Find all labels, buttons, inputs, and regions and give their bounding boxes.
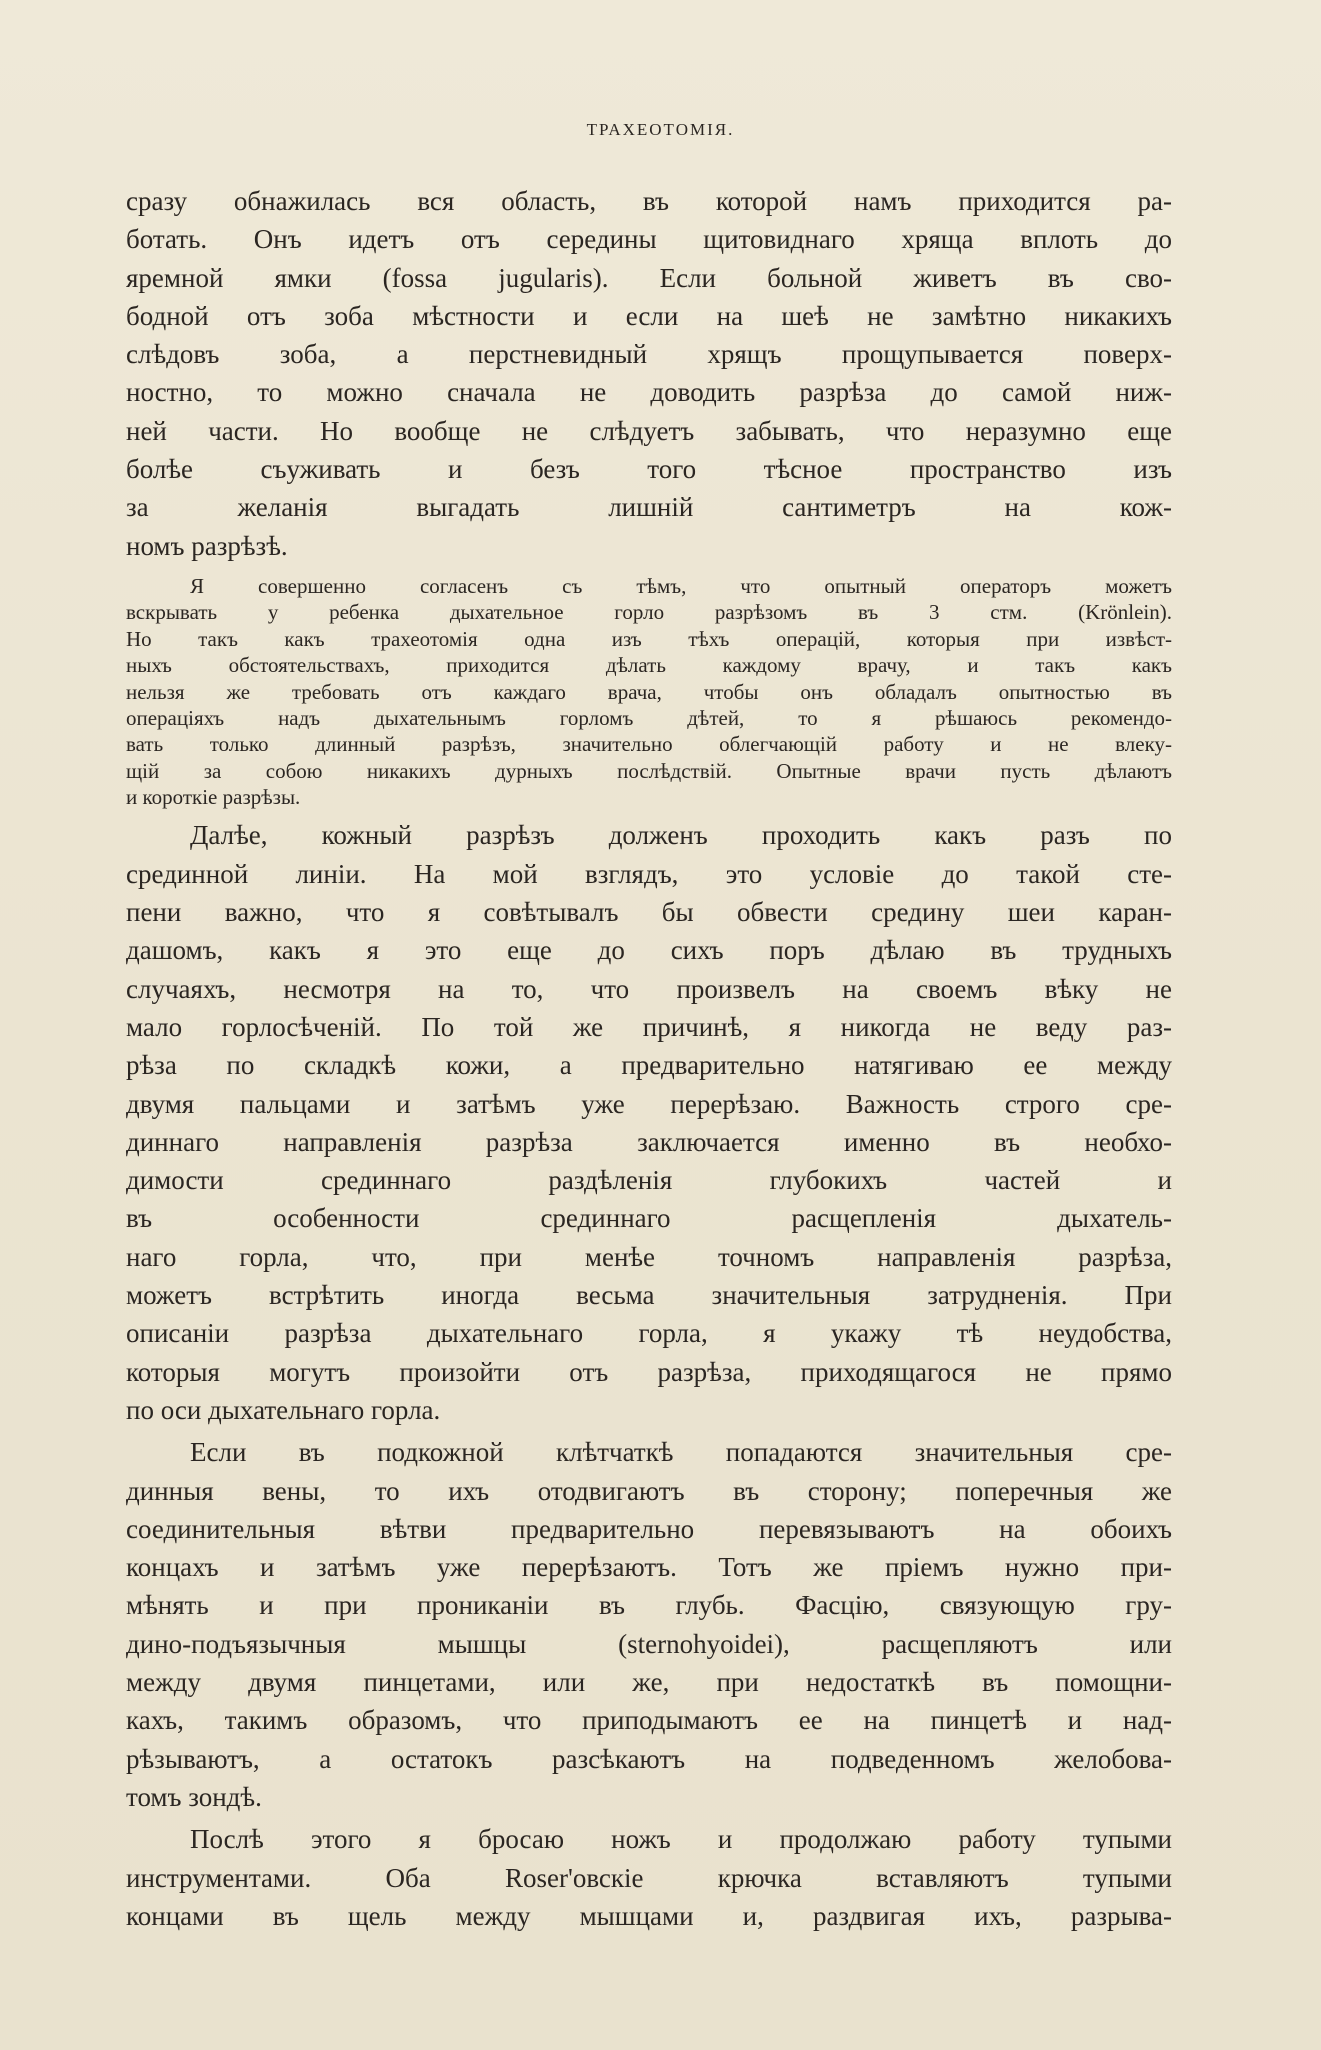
text-line: ней части. Но вообще не слѣдуетъ забывать, что неразумно еще [126,415,1172,446]
note-line: операціяхъ надъ дыхательнымъ горломъ дѣтей, то я рѣшаюсь рекомендо- [126,705,1172,730]
text-line: динныя вены, то ихъ отодвигаютъ въ сторону; поперечныя же [126,1475,1172,1506]
text-line: диннаго направленія разрѣза заключается именно въ необхо- [126,1126,1172,1157]
text-line: дашомъ, какъ я это еще до сихъ поръ дѣлаю въ трудныхъ [126,935,1172,966]
text-line: концахъ и затѣмъ уже перерѣзаютъ. Тотъ же пріемъ нужно при- [126,1552,1172,1583]
text-line: Послѣ этого я бросаю ножъ и продолжаю работу тупыми [190,1824,1172,1855]
text-line: бодной отъ зоба мѣстности и если на шеѣ не замѣтно никакихъ [126,300,1172,331]
note-line: нельзя же требовать отъ каждаго врача, чтобы онъ обладалъ опытностью въ [126,679,1172,704]
text-line: болѣе съуживать и безъ того тѣсное пространство изъ [126,454,1172,485]
text-line: номъ разрѣзѣ. [126,530,288,561]
text-line: томъ зондѣ. [126,1781,262,1812]
text-line: дино-подъязычныя мышцы (sternohyoidei), расщепляютъ или [126,1628,1172,1659]
text-line: срединной линіи. На мой взглядъ, это условіе до такой сте- [126,858,1172,889]
text-line: мало горлосѣченій. По той же причинѣ, я никогда не веду раз- [126,1011,1172,1042]
text-line: инструментами. Оба Roser'овскіе крючка вставляютъ тупыми [126,1862,1172,1893]
text-line: которыя могутъ произойти отъ разрѣза, приходящагося не прямо [126,1356,1172,1387]
paragraph-2 [126,816,1172,1429]
note-line: Но такъ какъ трахеотомія одна изъ тѣхъ операцій, которыя при извѣст- [126,626,1172,651]
text-line: можетъ встрѣтить иногда весьма значительныя затрудненія. При [126,1280,1172,1311]
text-line: ботать. Онъ идетъ отъ середины щитовиднаго хряща вплоть до [126,224,1172,255]
text-line: сразу обнажилась вся область, въ которой намъ приходится ра- [126,186,1172,216]
note-line: вать только длинный разрѣзъ, значительно облегчающій работу и не влеку- [126,732,1172,757]
text-line: мѣнять и при прониканіи въ глубь. Фасцію, связующую гру- [126,1590,1172,1621]
text-line: кахъ, такимъ образомъ, что приподымаютъ ее на пинцетѣ и над- [126,1705,1172,1736]
text-line: Далѣе, кожный разрѣзъ долженъ проходить какъ разъ по [190,820,1172,851]
paragraph-4 [126,1820,1172,1935]
text-line: описаніи разрѣза дыхательнаго горла, я укажу тѣ неудобства, [126,1318,1172,1349]
note-line: щій за собою никакихъ дурныхъ послѣдствій. Опытные врачи пусть дѣлаютъ [126,758,1172,783]
text-line: рѣзываютъ, а остатокъ разсѣкаютъ на подведенномъ желобова- [126,1743,1172,1774]
paragraph-3 [126,1433,1172,1816]
note-line: вскрывать у ребенка дыхательное горло разрѣзомъ въ 3 стм. (Krönlein). [126,600,1172,625]
text-line: двумя пальцами и затѣмъ уже перерѣзаю. Важность строго сре- [126,1088,1172,1119]
text-line: въ особенности срединнаго расщепленія дыхатель- [126,1203,1172,1234]
text-line: Если въ подкожной клѣтчаткѣ попадаются значительныя сре- [190,1437,1172,1468]
note-line: и короткіе разрѣзы. [126,785,301,810]
text-block [126,182,1172,1935]
text-line: по оси дыхательнаго горла. [126,1394,441,1425]
text-line: слѣдовъ зоба, а перстневидный хрящъ прощупывается поверх- [126,339,1172,370]
text-line: яремной ямки (fossa jugularis). Если больной живетъ въ сво- [126,262,1172,293]
text-line: ностно, то можно сначала не доводить разрѣза до самой ниж- [126,377,1172,408]
text-line: наго горла, что, при менѣе точномъ направленія разрѣза, [126,1241,1172,1272]
text-line: случаяхъ, несмотря на то, что произвелъ на своемъ вѣку не [126,973,1172,1004]
note-line: Я совершенно согласенъ съ тѣмъ, что опытный операторъ можетъ [190,573,1172,598]
text-line: за желанія выгадать лишній сантиметръ на кож- [126,492,1172,523]
text-line: рѣза по складкѣ кожи, а предварительно натягиваю ее между [126,1050,1172,1081]
paragraph-1 [126,182,1172,565]
text-line: между двумя пинцетами, или же, при недостаткѣ въ помощни- [126,1667,1172,1698]
text-line: димости срединнаго раздѣленія глубокихъ частей и [126,1165,1172,1196]
text-line: пени важно, что я совѣтывалъ бы обвести средину шеи каран- [126,897,1172,928]
running-head: ТРАХЕОТОМІЯ. [586,120,735,139]
note-line: ныхъ обстоятельствахъ, приходится дѣлать каждому врачу, и такъ какъ [126,653,1172,678]
text-line: концами въ щель между мышцами и, раздвигая ихъ, разрыва- [126,1900,1172,1931]
text-line: соединительныя вѣтви предварительно перевязываютъ на обоихъ [126,1513,1172,1544]
footnote-block [126,573,1172,811]
